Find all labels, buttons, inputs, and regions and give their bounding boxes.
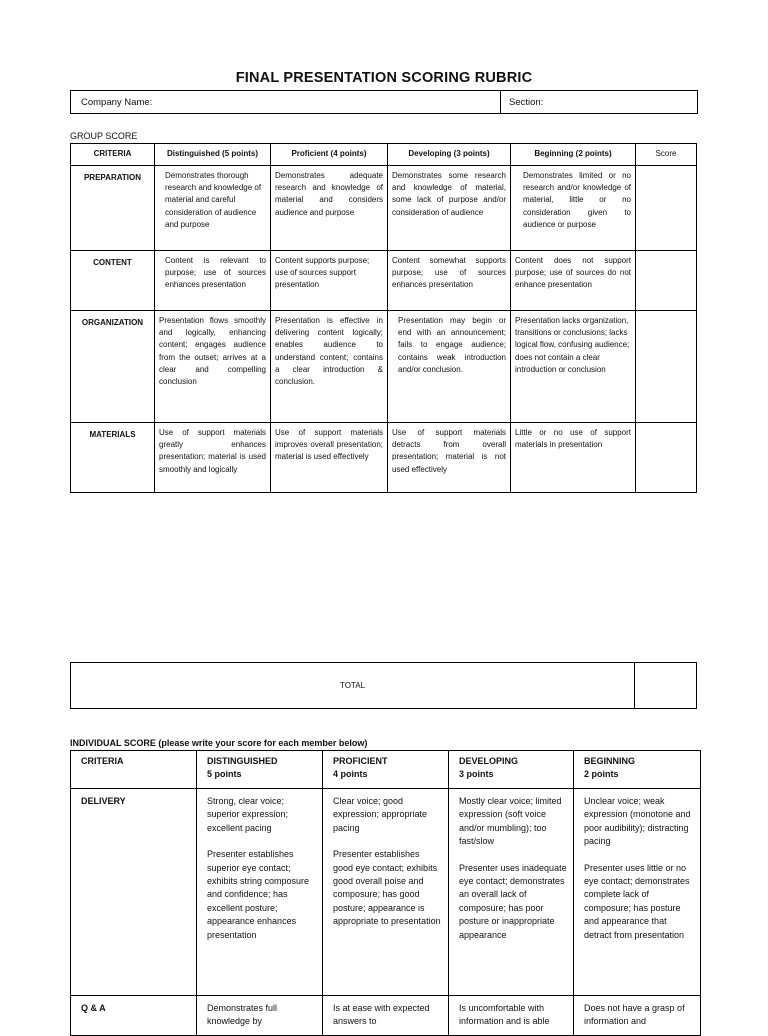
developing-cell: Is uncomfortable with information and is able — [449, 996, 574, 1036]
distinguished-cell: Use of support materials greatly enhances presentation; material is used smoothly and logically — [155, 423, 271, 493]
group-header-row — [71, 144, 697, 166]
document-title: FINAL PRESENTATION SCORING RUBRIC — [235, 70, 533, 86]
table-row — [71, 789, 701, 996]
individual-score-table — [70, 750, 701, 1036]
individual-header-developing — [449, 751, 574, 789]
header-name: DISTINGUISHED — [207, 756, 278, 766]
table-row — [71, 166, 697, 251]
proficient-cell: Presentation is effective in delivering content logically; enables audience to understand content; contains a clear introduction & conclusion. — [271, 311, 388, 423]
criteria-cell: CONTENT — [71, 251, 155, 311]
individual-header-beginning — [574, 751, 701, 789]
voice-text: Clear voice; good expression; appropriate pacing — [333, 796, 428, 833]
total-table — [70, 662, 697, 709]
distinguished-cell: Presentation flows smoothly and logically, enhancing content; engages audience from the outset; arrives at a clear and compelling conclusion — [155, 311, 271, 423]
section-field[interactable] — [501, 91, 697, 113]
group-score-label: GROUP SCORE — [70, 131, 138, 141]
header-points: 5 points — [207, 769, 242, 780]
company-name-field[interactable] — [71, 91, 501, 113]
group-header-criteria: CRITERIA — [71, 144, 155, 166]
individual-score-label: INDIVIDUAL SCORE (please write your score for each member below) — [70, 738, 368, 748]
group-header-developing: Developing (3 points) — [388, 144, 511, 166]
criteria-cell: PREPARATION — [71, 166, 155, 251]
group-score-table — [70, 143, 697, 493]
section-label: Section: — [509, 96, 544, 108]
distinguished-cell — [197, 789, 323, 996]
beginning-cell: Does not have a grasp of information and — [574, 996, 701, 1036]
table-row — [71, 311, 697, 423]
beginning-cell: Demonstrates limited or no research and/or knowledge of material, little or no consideration given to audience or purpose — [511, 166, 636, 251]
criteria-cell: MATERIALS — [71, 423, 155, 493]
header-points: 4 points — [333, 769, 368, 780]
header-name: CRITERIA — [81, 756, 124, 766]
header-name: PROFICIENT — [333, 756, 388, 766]
score-cell[interactable] — [636, 423, 697, 493]
info-box — [70, 90, 698, 114]
presence-text: Presenter uses little or no eye contact; demonstrates complete lack of composure; has posture and appearance that detract from presentation — [584, 862, 690, 940]
beginning-cell: Content does not support purpose; use of sources do not enhance presentation — [511, 251, 636, 311]
score-cell[interactable] — [636, 311, 697, 423]
score-cell[interactable] — [636, 251, 697, 311]
group-header-beginning: Beginning (2 points) — [511, 144, 636, 166]
distinguished-cell: Demonstrates full knowledge by — [197, 996, 323, 1036]
criteria-cell: DELIVERY — [71, 789, 197, 996]
presence-text: Presenter establishes good eye contact; exhibits good overall poise and composure; has good posture; appearance is appropriate to presentation — [333, 849, 441, 927]
presence-text: Presenter uses inadequate eye contact; demonstrates an overall lack of composure; has poor posture or inappropriate appearance — [459, 862, 567, 940]
group-header-distinguished: Distinguished (5 points) — [155, 144, 271, 166]
criteria-cell: ORGANIZATION — [71, 311, 155, 423]
individual-header-row — [71, 751, 701, 789]
developing-cell — [449, 789, 574, 996]
proficient-cell: Is at ease with expected answers to — [323, 996, 449, 1036]
header-name: BEGINNING — [584, 756, 636, 766]
total-label: TOTAL — [71, 663, 635, 709]
criteria-cell: Q & A — [71, 996, 197, 1036]
voice-text: Strong, clear voice; superior expression; excellent pacing — [207, 796, 289, 833]
proficient-cell: Content supports purpose; use of sources support presentation — [271, 251, 388, 311]
developing-cell: Use of support materials detracts from overall presentation; material is not used effectively — [388, 423, 511, 493]
individual-header-criteria — [71, 751, 197, 789]
proficient-cell: Demonstrates adequate research and knowledge of material and considers audience and purpose — [271, 166, 388, 251]
voice-text: Mostly clear voice; limited expression (soft voice and/or mumbling); too fast/slow — [459, 796, 562, 847]
developing-cell: Content somewhat supports purpose; use of sources enhances presentation — [388, 251, 511, 311]
group-header-proficient: Proficient (4 points) — [271, 144, 388, 166]
beginning-cell: Little or no use of support materials in presentation — [511, 423, 636, 493]
score-cell[interactable] — [636, 166, 697, 251]
beginning-cell: Presentation lacks organization, transitions or conclusions; lacks logical flow, confusing audience; does not contain a clear introduction or conclusion — [511, 311, 636, 423]
beginning-cell — [574, 789, 701, 996]
company-name-label: Company Name: — [81, 96, 153, 108]
header-points: 2 points — [584, 769, 619, 780]
voice-text: Unclear voice; weak expression (monotone and poor audibility); distracting pacing — [584, 796, 691, 847]
total-score-cell[interactable] — [635, 663, 697, 709]
header-points: 3 points — [459, 769, 494, 780]
individual-header-proficient — [323, 751, 449, 789]
table-row — [71, 423, 697, 493]
total-row — [71, 663, 697, 709]
header-name: DEVELOPING — [459, 756, 519, 766]
developing-cell: Demonstrates some research and knowledge of material, some lack of purpose and/or consideration of audience — [388, 166, 511, 251]
table-row — [71, 251, 697, 311]
individual-header-distinguished — [197, 751, 323, 789]
proficient-cell — [323, 789, 449, 996]
developing-cell: Presentation may begin or end with an announcement; fails to engage audience; contains weak introduction and/or conclusion. — [388, 311, 511, 423]
proficient-cell: Use of support materials improves overall presentation; material is used effectively — [271, 423, 388, 493]
group-header-score: Score — [636, 144, 697, 166]
table-row — [71, 996, 701, 1036]
distinguished-cell: Demonstrates thorough research and knowledge of material and careful consideration of audience and purpose — [155, 166, 271, 251]
distinguished-cell: Content is relevant to purpose; use of sources enhances presentation — [155, 251, 271, 311]
presence-text: Presenter establishes superior eye contact; exhibits string composure and confidence; has excellent posture; appearance enhances presentation — [207, 849, 310, 940]
